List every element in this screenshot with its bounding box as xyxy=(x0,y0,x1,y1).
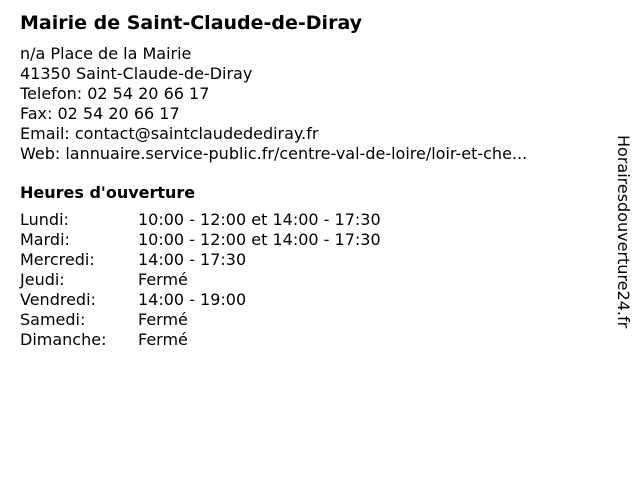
hours-row xyxy=(20,270,590,290)
hours-day: Jeudi: xyxy=(20,270,65,289)
hours-day: Mercredi: xyxy=(20,250,95,269)
hours-time: 14:00 - 17:30 xyxy=(138,250,247,269)
address-line-2: 41350 Saint-Claude-de-Diray xyxy=(20,64,253,83)
hours-row xyxy=(20,310,590,330)
hours-day: Lundi: xyxy=(20,210,69,229)
phone-line: Telefon: 02 54 20 66 17 xyxy=(20,84,210,103)
hours-time: 10:00 - 12:00 et 14:00 - 17:30 xyxy=(138,210,381,229)
hours-row xyxy=(20,330,590,350)
hours-day: Mardi: xyxy=(20,230,70,249)
fax-line: Fax: 02 54 20 66 17 xyxy=(20,104,180,123)
email-link[interactable]: contact@saintclaudedediray.fr xyxy=(74,124,319,143)
hours-time: 14:00 - 19:00 xyxy=(138,290,247,309)
email-line xyxy=(20,124,590,144)
hours-time: 10:00 - 12:00 et 14:00 - 17:30 xyxy=(138,230,381,249)
hours-row xyxy=(20,290,590,310)
side-brand-text: Horairesdouverture24.fr xyxy=(614,135,633,329)
web-link[interactable]: lannuaire.service-public.fr/centre-val-de-loire/loir-et-che... xyxy=(65,144,528,163)
hours-time: Fermé xyxy=(138,270,188,289)
info-card xyxy=(20,10,590,350)
hours-row xyxy=(20,230,590,250)
hours-time: Fermé xyxy=(138,330,188,349)
hours-day: Vendredi: xyxy=(20,290,96,309)
web-label: Web: xyxy=(20,144,66,163)
web-line xyxy=(20,144,590,164)
hours-row xyxy=(20,210,590,230)
contact-block xyxy=(20,44,590,164)
hours-day: Samedi: xyxy=(20,310,86,329)
address-line-1: n/a Place de la Mairie xyxy=(20,44,192,63)
page-title: Mairie de Saint-Claude-de-Diray xyxy=(20,12,363,34)
email-label: Email: xyxy=(20,124,75,143)
hours-row xyxy=(20,250,590,270)
hours-day: Dimanche: xyxy=(20,330,107,349)
hours-table xyxy=(20,210,590,350)
hours-time: Fermé xyxy=(138,310,188,329)
hours-heading: Heures d'ouverture xyxy=(20,183,196,202)
